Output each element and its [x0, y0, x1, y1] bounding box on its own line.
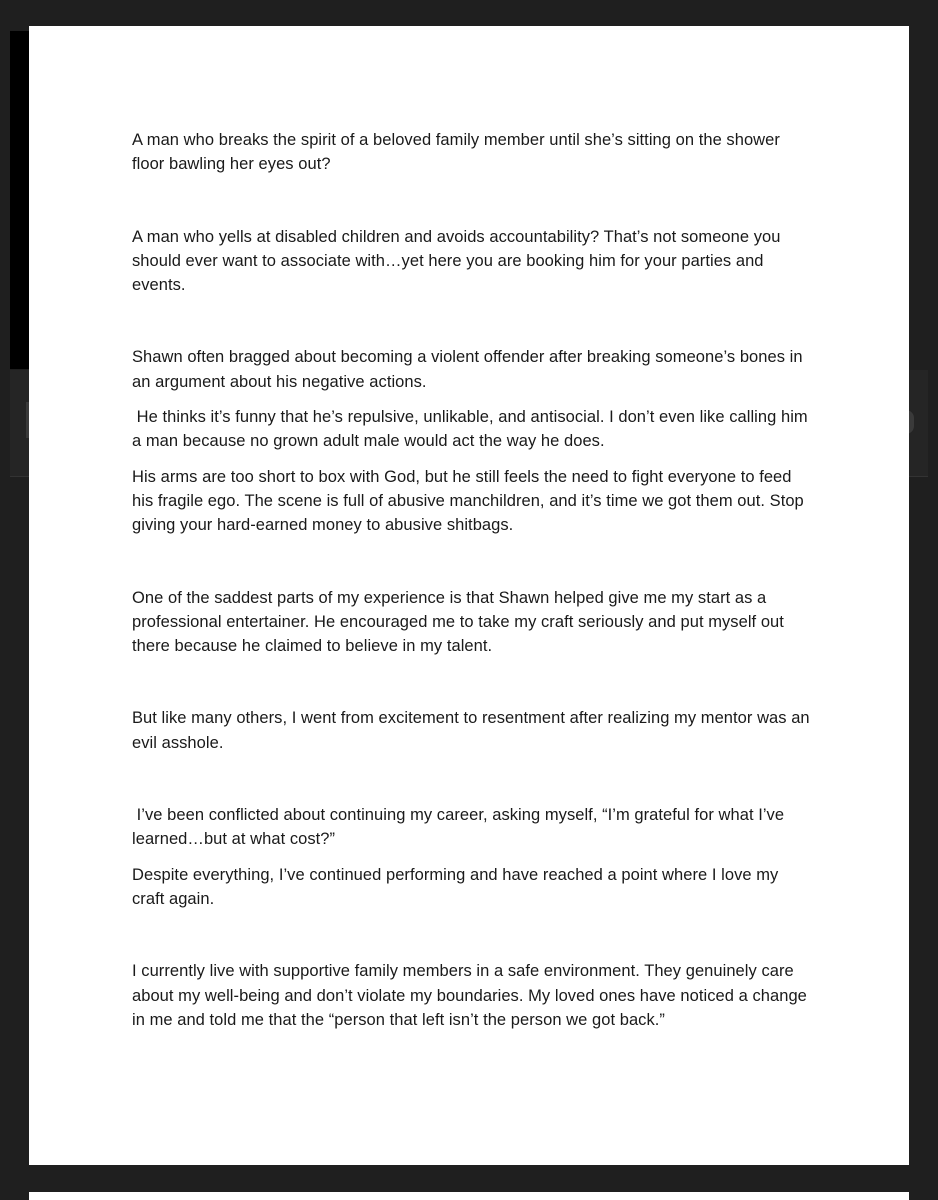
paragraph: A man who breaks the spirit of a beloved family member until she’s sitting on the shower floor bawling her eyes out?	[132, 131, 785, 174]
document-page	[29, 26, 909, 1165]
paragraph: A man who yells at disabled children and avoids accountability? That’s not someone you should ever want to associate with…yet here you are booking him for your parties and events.	[132, 227, 786, 295]
paragraph: He thinks it’s funny that he’s repulsive, unlikable, and antisocial. I don’t even like calling him a man because no grown adult male would act the way he does.	[132, 408, 813, 451]
document-body	[132, 128, 815, 1032]
paragraph: I currently live with supportive family members in a safe environment. They genuinely care about my well-being and don’t violate my boundaries. My loved ones have noticed a change in me and told me that the “person that left isn’t the person we got back.”	[132, 962, 812, 1029]
paragraph: Despite everything, I’ve continued performing and have reached a point where I love my craft again.	[132, 865, 783, 908]
paragraph: But like many others, I went from excitement to resentment after realizing my mentor was an evil asshole.	[132, 709, 815, 752]
next-page-edge	[29, 1192, 909, 1200]
paragraph: His arms are too short to box with God, but he still feels the need to fight everyone to feed his fragile ego. The scene is full of abusive manchildren, and it’s time we got them out. Stop giving your hard-earned money to abusive shitbags.	[132, 467, 809, 535]
paragraph: One of the saddest parts of my experience is that Shawn helped give me my start as a professional entertainer. He encouraged me to take my craft seriously and put myself out there because he claimed to believe in my talent.	[132, 588, 789, 656]
paragraph: I’ve been conflicted about continuing my career, asking myself, “I’m grateful for what I’ve learned…but at what cost?”	[132, 806, 789, 849]
paragraph: Shawn often bragged about becoming a violent offender after breaking someone’s bones in an argument about his negative actions.	[132, 348, 808, 391]
